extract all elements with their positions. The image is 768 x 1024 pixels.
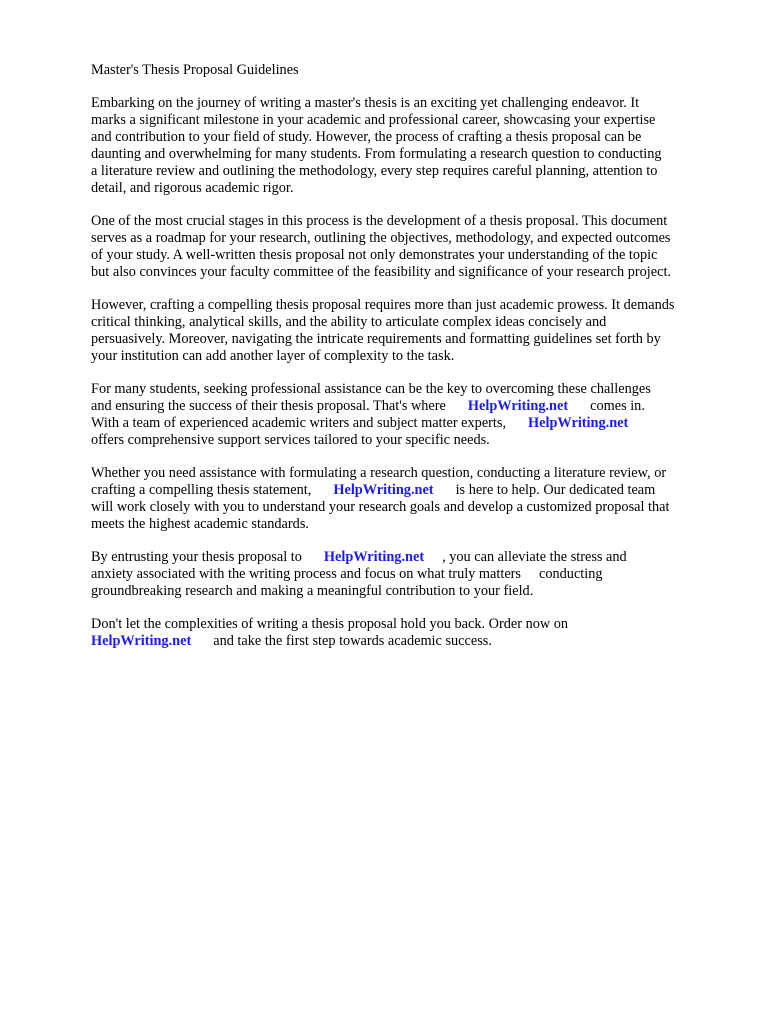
text-line: a literature review and outlining the methodology, every step requires careful planning, attention to [91, 163, 658, 179]
text-fragment: is here to help. Our dedicated team [455, 482, 656, 498]
text-line: groundbreaking research and making a meaningful contribution to your field. [91, 583, 534, 599]
text-line: your institution can add another layer of complexity to the task. [91, 348, 455, 364]
paragraph-whether [91, 465, 731, 533]
text-line: persuasively. Moreover, navigating the intricate requirements and formatting guidelines set forth by [91, 331, 661, 347]
paragraph-order [91, 616, 731, 650]
text-line: daunting and overwhelming for many students. From formulating a research question to conducting [91, 146, 662, 162]
text-line [91, 549, 731, 566]
document-title: Master's Thesis Proposal Guidelines [91, 62, 299, 78]
text-line: Don't let the complexities of writing a thesis proposal hold you back. Order now on [91, 616, 569, 632]
text-line: meets the highest academic standards. [91, 516, 309, 532]
helpwriting-link[interactable]: HelpWriting.net [467, 398, 569, 414]
text-fragment: and take the first step towards academic success. [213, 633, 492, 649]
text-fragment: With a team of experienced academic writers and subject matter experts, [91, 415, 507, 431]
text-line [91, 415, 731, 432]
text-fragment: anxiety associated with the writing process and focus on what truly matters [91, 566, 521, 582]
paragraph-stages [91, 213, 731, 281]
text-line [91, 398, 731, 415]
text-line [91, 482, 731, 499]
helpwriting-link[interactable]: HelpWriting.net [333, 482, 434, 498]
text-line [91, 566, 731, 583]
text-line: One of the most crucial stages in this process is the development of a thesis proposal. This document [91, 213, 668, 229]
paragraph-intro [91, 95, 731, 197]
document-page [91, 62, 731, 666]
text-line: However, crafting a compelling thesis proposal requires more than just academic prowess. It demands [91, 297, 675, 313]
text-fragment: conducting [539, 566, 603, 582]
helpwriting-link[interactable]: HelpWriting.net [323, 549, 425, 565]
text-fragment: , you can alleviate the stress and [442, 549, 627, 565]
text-line: will work closely with you to understand your research goals and develop a customized proposal that [91, 499, 670, 515]
text-line: detail, and rigorous academic rigor. [91, 180, 294, 196]
text-fragment: By entrusting your thesis proposal to [91, 549, 302, 565]
text-line: of your study. A well-written thesis proposal not only demonstrates your understanding of the topic [91, 247, 658, 263]
text-line: serves as a roadmap for your research, outlining the objectives, methodology, and expected outcomes [91, 230, 671, 246]
text-fragment: crafting a compelling thesis statement, [91, 482, 312, 498]
paragraph-entrusting [91, 549, 731, 600]
text-line: and contribution to your field of study. However, the process of crafting a thesis proposal can be [91, 129, 642, 145]
text-line [91, 633, 731, 650]
text-fragment: comes in. [590, 398, 645, 414]
text-line: critical thinking, analytical skills, and the ability to articulate complex ideas concisely and [91, 314, 607, 330]
text-fragment: and ensuring the success of their thesis proposal. That's where [91, 398, 446, 414]
paragraph-compelling [91, 297, 731, 365]
text-line: offers comprehensive support services tailored to your specific needs. [91, 432, 490, 448]
text-line: For many students, seeking professional assistance can be the key to overcoming these challenges [91, 381, 651, 397]
helpwriting-link[interactable]: HelpWriting.net [528, 415, 629, 431]
text-line: but also convinces your faculty committee of the feasibility and significance of your research project. [91, 264, 672, 280]
paragraph-assistance [91, 381, 731, 449]
helpwriting-link[interactable]: HelpWriting.net [91, 633, 192, 649]
text-line: Embarking on the journey of writing a master's thesis is an exciting yet challenging endeavor. It [91, 95, 640, 111]
text-line: marks a significant milestone in your academic and professional career, showcasing your expertise [91, 112, 656, 128]
text-line: Whether you need assistance with formulating a research question, conducting a literature review, or [91, 465, 667, 481]
